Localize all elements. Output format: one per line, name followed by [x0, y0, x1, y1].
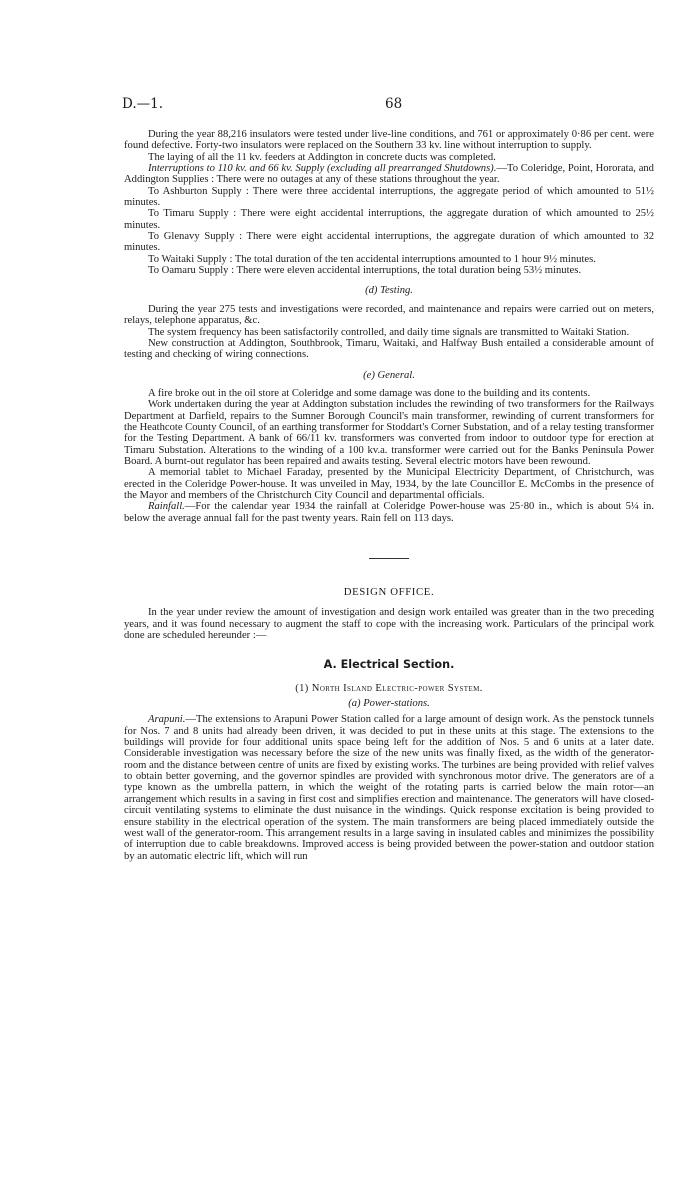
- rainfall-label: Rainfall.: [148, 501, 185, 513]
- paragraph-new-construction: New construction at Addington, Southbrook, Timaru, Waitaki, and Halfway Bush entailed a considerable amount of testing and checking of wiring connections.: [124, 337, 654, 361]
- paragraph-feeders: The laying of all the 11 kv. feeders at Addington in concrete ducts was completed.: [148, 151, 496, 163]
- paragraph-oamaru: To Oamaru Supply : There were eleven accidental interruptions, the total duration being 53½ minutes.: [148, 265, 581, 277]
- power-stations-subheading: (a) Power-stations.: [348, 698, 430, 710]
- paragraph-arapuni: [124, 714, 654, 861]
- paragraph-ashburton: To Ashburton Supply : There were three accidental interruptions, the aggregate period of which amounted to 51½ minutes.: [124, 185, 654, 209]
- design-office-heading: DESIGN OFFICE.: [343, 586, 435, 598]
- report-code: D.—1.: [122, 96, 164, 112]
- page-number: 68: [385, 96, 403, 112]
- paragraph-frequency: The system frequency has been satisfactorily controlled, and daily time signals are transmitted to Waitaki Station.: [148, 326, 630, 338]
- paragraph-memorial: A memorial tablet to Michael Faraday, presented by the Municipal Electricity Department, of Christchurch, was erected in the Coleridge Power-house. It was unveiled in May, 1934, by the late Councillor E. McCombs in the presence of the Mayor and members of the Christchurch City Council and departmental officials.: [124, 467, 654, 501]
- paragraph-fire: A fire broke out in the oil store at Coleridge and some damage was done to the building and its contents.: [148, 387, 591, 399]
- paragraph-waitaki: To Waitaki Supply : The total duration of the ten accidental interruptions amounted to 1 hour 9½ minutes.: [148, 253, 596, 265]
- paragraph-rainfall: [124, 501, 654, 524]
- section-heading-testing: (d) Testing.: [365, 285, 413, 297]
- arapuni-text: —The extensions to Arapuni Power Station called for a large amount of design work. As the penstock tunnels for Nos. 7 and 8 units had already been driven, it was decided to put in these units at this stage. The extensions to the buildings will provide for four additional units space being left for the addition of Nos. 5 and 6 units at a later date. Considerable investigation was necessary before the size of the new units was finally fixed, as the width of the generator-room and the distance between centre of units are fixed by existing works. The turbines are being provided with relief valves to obtain better governing, and the governor spindles are provided with synchronous motor drive. The generators are of a type known as the umbrella pattern, in which the weight of the rotating parts is carried below the main rotor—an arrangement which results in a saving in first cost and simplifies erection and maintenance. The generators will have closed-circuit ventilating systems to eliminate the dust nuisance in the windings. Quick response excitation is being provided to ensure stability in the electrical operation of the system. The main transformers are being placed immediately outside the west wall of the generator-room. This arrangement results in a large saving in insulated cables and minimizes the possibility of interruption due to cable breakdowns. Improved access is being provided between the power-station and outdoor station by an automatic electric lift, which will run: [124, 714, 654, 862]
- section-divider: [369, 558, 409, 559]
- electrical-section-heading: A. Electrical Section.: [323, 658, 455, 672]
- interruptions-text: —To Coleridge, Point, Hororata, and Addington Supplies : There were no outages at any of these stations throughout the year.: [124, 163, 654, 186]
- section-heading-general: (e) General.: [363, 369, 415, 381]
- rainfall-text: —For the calendar year 1934 the rainfall at Coleridge Power-house was 25·80 in., which is about 5¼ in. below the average annual fall for the past twenty years. Rain fell on 113 days.: [124, 501, 654, 524]
- paragraph-timaru: To Timaru Supply : There were eight accidental interruptions, the aggregate duration of which amounted to 25½ minutes.: [124, 208, 654, 231]
- paragraph-tests: During the year 275 tests and investigations were recorded, and maintenance and repairs were carried out on meters, relays, telephone apparatus, &c.: [124, 303, 654, 327]
- paragraph-substation-work: Work undertaken during the year at Addington substation includes the rewinding of two transformers for the Railways Department at Darfield, repairs to the Sumner Borough Council's main transformer, rewinding of current transformers for the Heathcote County Council, of an earthing transformer for Stoddart's Corner Substation, and of a relay testing transformer for the Testing Department. A bank of 66/11 kv. transformers was converted from indoor to outdoor type for erection at Timaru Substation. Alterations to the winding of a 100 kv.a. transformer were carried out for the Banks Peninsula Power Board. A burnt-out regulator has been repaired and awaits testing. Several electric motors have been rewound.: [124, 399, 654, 467]
- paragraph-design-office: In the year under review the amount of investigation and design work entailed was greater than in the two preceding years, and it was found necessary to augment the staff to cope with the increasing work. Particulars of the principal work done are scheduled hereunder :—: [124, 607, 654, 642]
- arapuni-label: Arapuni.: [148, 714, 186, 726]
- interruptions-title: Interruptions to 110 kv. and 66 kv. Supply (excluding all prearranged Shutdowns).: [148, 163, 497, 175]
- text-column: [124, 129, 654, 862]
- paragraph-insulators: During the year 88,216 insulators were tested under live-line conditions, and 761 or approximately 0·86 per cent. were found defective. Forty-two insulators were replaced on the Southern 33 kv. line without interruption to supply.: [124, 129, 654, 152]
- paragraph-glenavy: To Glenavy Supply : There were eight accidental interruptions, the aggregate duration of which amounted to 32 minutes.: [124, 231, 654, 254]
- paragraph-interruptions: [124, 163, 654, 186]
- north-island-subheading: (1) North Island Electric-power System.: [295, 682, 483, 694]
